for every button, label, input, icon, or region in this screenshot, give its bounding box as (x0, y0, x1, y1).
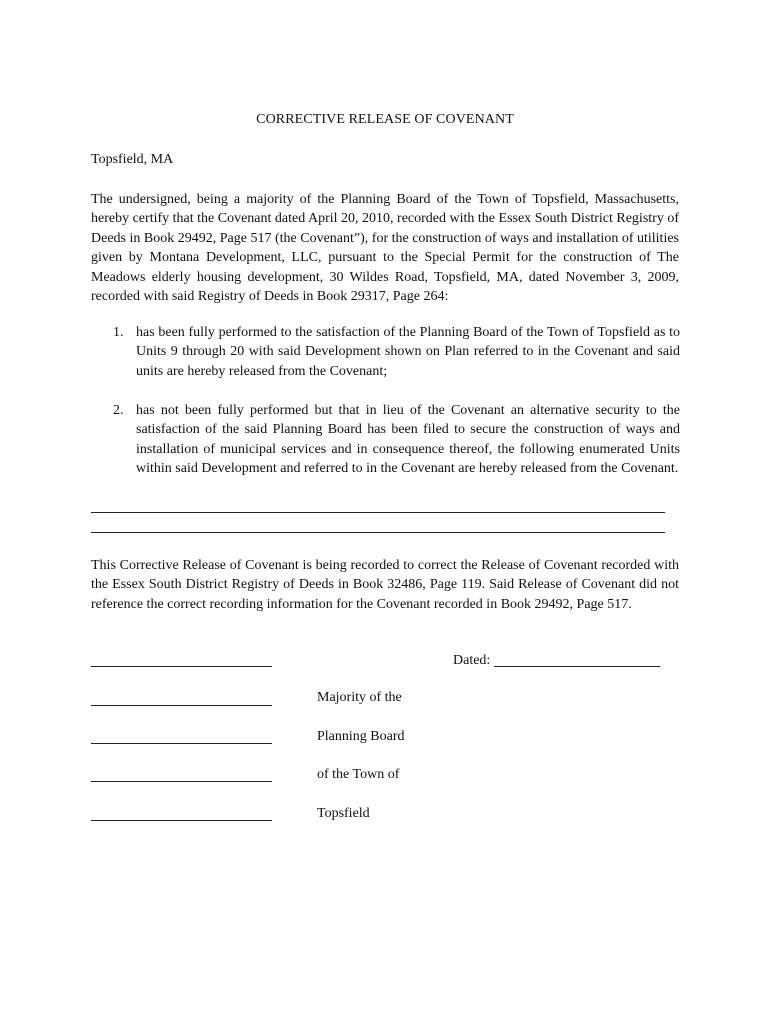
dated-blank-line[interactable] (494, 666, 660, 667)
list-item-text: has not been fully performed but that in lieu of the Covenant an alternative security to the satisfaction of the said Planning Board has been filed to secure the construction of ways and installation of municipal services and in consequence thereof, the following enumerated Units within said Development and referred to in the Covenant are hereby released from the Covenant. (136, 403, 680, 477)
list-item-1 (113, 323, 680, 381)
signature-label-majority: Majority of the (317, 690, 402, 705)
list-item-2 (113, 401, 680, 479)
signature-line-5[interactable] (91, 820, 272, 821)
corrective-paragraph: This Corrective Release of Covenant is being recorded to correct the Release of Covenant recorded with the Essex South District Registry of Deeds in Book 32486, Page 119. Said Release of Covenant did not reference the correct recording information for the Covenant recorded in Book 29492, Page 517. (91, 558, 679, 612)
dated-label: Dated: (453, 653, 491, 668)
signature-line-1[interactable] (91, 666, 272, 667)
location-line: Topsfield, MA (91, 152, 174, 167)
list-item-number: 1. (113, 325, 124, 340)
signature-label-topsfield: Topsfield (317, 806, 370, 821)
signature-line-4[interactable] (91, 781, 272, 782)
signature-line-3[interactable] (91, 743, 272, 744)
units-blank-line-1[interactable] (91, 512, 665, 513)
document-title: CORRECTIVE RELEASE OF COVENANT (256, 112, 514, 127)
signature-label-town-of: of the Town of (317, 767, 400, 782)
intro-paragraph: The undersigned, being a majority of the Planning Board of the Town of Topsfield, Massachusetts, hereby certify that the Covenant dated April 20, 2010, recorded with the Essex South District Registry of Deeds in Book 29492, Page 517 (the Covenant”), for the construction of ways and installation of utilities given by Montana Development, LLC, pursuant to the Special Permit for the construction of The Meadows elderly housing development, 30 Wildes Road, Topsfield, MA, dated November 3, 2009, recorded with said Registry of Deeds in Book 29317, Page 264: (91, 192, 679, 305)
list-item-text: has been fully performed to the satisfaction of the Planning Board of the Town of Topsfield as to Units 9 through 20 with said Development shown on Plan referred to in the Covenant and said units are hereby released from the Covenant; (136, 325, 680, 379)
signature-line-2[interactable] (91, 705, 272, 706)
signature-label-planning-board: Planning Board (317, 729, 405, 744)
list-item-number: 2. (113, 403, 124, 418)
units-blank-line-2[interactable] (91, 532, 665, 533)
